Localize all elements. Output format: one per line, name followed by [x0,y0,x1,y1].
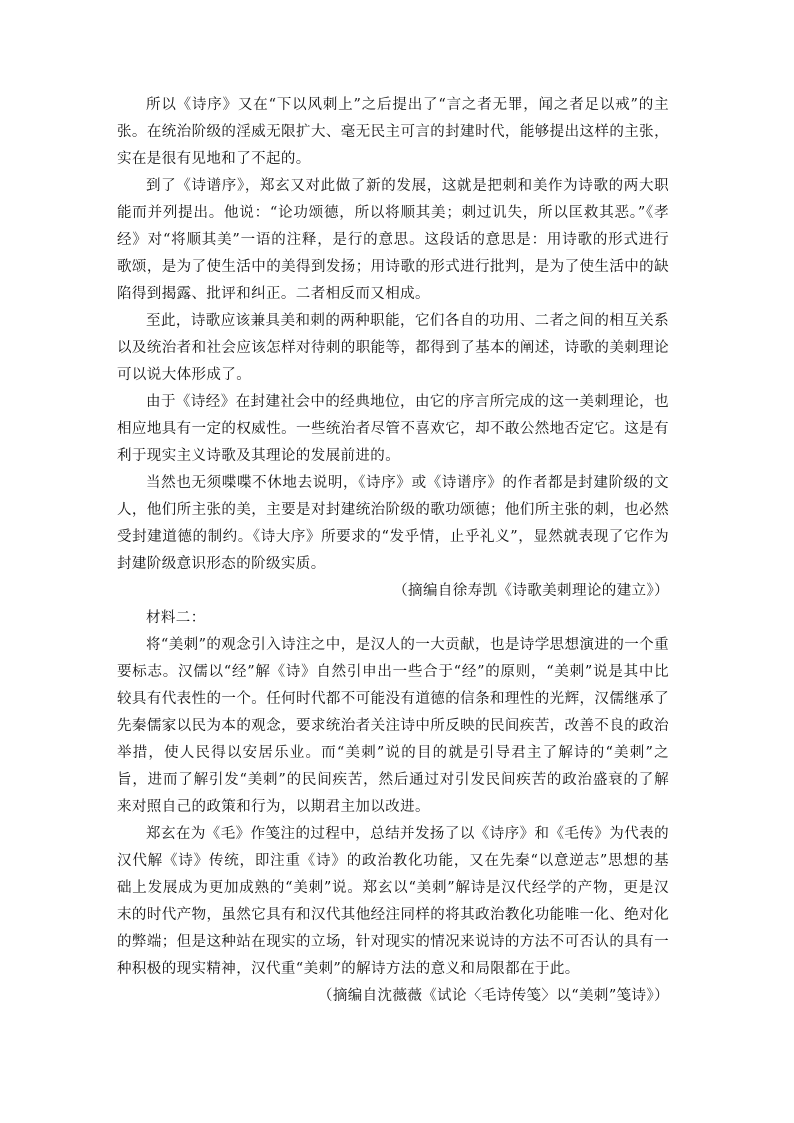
material-heading: 材料二： [146,610,206,626]
paragraph: 由于《诗经》在封建社会中的经典地位，由它的序言所完成的这一美刺理论，也相应地具有一定的权威性。一些统治者尽管不喜欢它，却不敢公然地否定它。这是有利于现实主义诗歌及其理论的发展前进的。 [117,394,669,464]
source-citation: （摘编自沈薇薇《试论〈毛诗传笺〉以“美刺”笺诗》） [317,988,669,1004]
source-citation: （摘编自徐寿凯《诗歌美刺理论的建立》） [393,583,669,599]
paragraph: 到了《诗谱序》，郑玄又对此做了新的发展，这就是把刺和美作为诗歌的两大职能而并列提出。他说：“论功颂德，所以将顺其美；刺过讥失，所以匡救其恶。”《孝经》对“将顺其美”一语的注释，是行的意思。这段话的意思是：用诗歌的形式进行歌颂，是为了使生活中的美得到发扬；用诗歌的形式进行批判，是为了使生活中的缺陷得到揭露、批评和纠正。二者相反而又相成。 [117,178,669,302]
paragraph: 郑玄在为《毛》作笺注的过程中，总结并发扬了以《诗序》和《毛传》为代表的汉代解《诗》传统，即注重《诗》的政治教化功能，又在先秦“以意逆志”思想的基础上发展成为更加成熟的“美刺”说。郑玄以“美刺”解诗是汉代经学的产物，更是汉末的时代产物，虽然它具有和汉代其他经注同样的将其政治教化功能唯一化、绝对化的弊端；但是这种站在现实的立场，针对现实的情况来说诗的方法不可否认的具有一种积极的现实精神，汉代重“美刺”的解诗方法的意义和局限都在于此。 [117,826,669,977]
paragraph: 至此，诗歌应该兼具美和刺的两种职能，它们各自的功用、二者之间的相互关系以及统治者和社会应该怎样对待刺的职能等，都得到了基本的阐述，诗歌的美刺理论可以说大体形成了。 [117,313,669,383]
paragraph: 所以《诗序》又在“下以风刺上”之后提出了“言之者无罪，闻之者足以戒”的主张。在统治阶级的淫威无限扩大、毫无民主可言的封建时代，能够提出这样的主张，实在是很有见地和了不起的。 [117,97,669,167]
document-page [117,92,669,1010]
paragraph: 将“美刺”的观念引入诗注之中，是汉人的一大贡献，也是诗学思想演进的一个重要标志。汉儒以“经”解《诗》自然引申出一些合于“经”的原则，“美刺”说是其中比较具有代表性的一个。任何时代都不可能没有道德的信条和理性的光辉，汉儒继承了先秦儒家以民为本的观念，要求统治者关注诗中所反映的民间疾苦，改善不良的政治举措，使人民得以安居乐业。而“美刺”说的目的就是引导君主了解诗的“美刺”之旨，进而了解引发“美刺”的民间疾苦，然后通过对引发民间疾苦的政治盛衰的了解来对照自己的政策和行为，以期君主加以改进。 [117,637,669,815]
paragraph: 当然也无须喋喋不休地去说明，《诗序》或《诗谱序》的作者都是封建阶级的文人，他们所主张的美，主要是对封建统治阶级的歌功颂德；他们所主张的刺，也必然受封建道德的制约。《诗大序》所要求的“发乎情，止乎礼义”，显然就表现了它作为封建阶级意识形态的阶级实质。 [117,475,669,572]
